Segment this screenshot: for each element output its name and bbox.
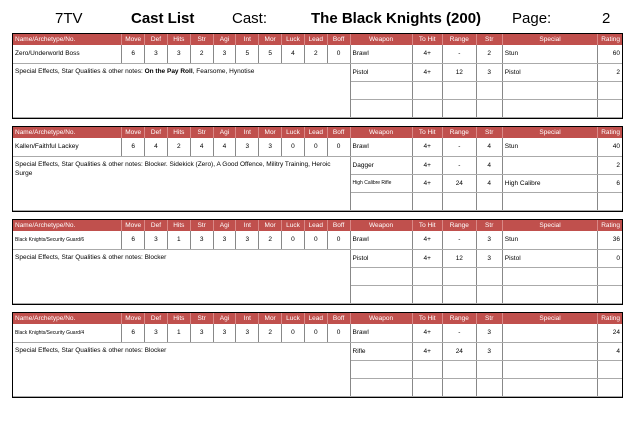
column-header-luck: Luck [282,220,305,231]
column-header-weapon-str: Str [476,220,502,231]
column-header-to-hit: To Hit [412,220,442,231]
stat-str: 3 [190,231,213,249]
column-header-def: Def [145,220,168,231]
weapon-str [476,285,502,303]
weapon-name [350,378,412,396]
column-header-name: Name/Archetype/No. [13,220,122,231]
weapon-str: 3 [476,249,502,267]
weapon-row [13,156,622,174]
column-header-def: Def [145,313,168,324]
column-header-mor: Mor [259,220,282,231]
page-number: 2 [602,10,611,27]
character-card [12,312,623,398]
weapon-to-hit: 4+ [412,138,442,156]
weapon-range [442,81,476,99]
stat-hits: 2 [167,138,190,156]
weapon-name [350,285,412,303]
weapon-rating: 36 [598,231,622,249]
weapon-str [476,81,502,99]
stat-def: 3 [145,231,168,249]
cast-name: The Black Knights (200) [311,10,482,27]
column-header-agi: Agi [213,220,236,231]
stat-move: 6 [122,45,145,63]
weapon-range: 12 [442,63,476,81]
weapon-special [502,99,598,117]
column-header-rating: Rating [598,220,622,231]
stat-move: 6 [122,231,145,249]
column-header-int: Int [236,220,259,231]
column-header-name: Name/Archetype/No. [13,313,122,324]
weapon-rating [598,81,622,99]
weapon-str: 4 [476,156,502,174]
column-header-lead: Lead [304,220,327,231]
notes-text: Blocker [144,253,167,261]
stat-hits: 1 [167,324,190,342]
stat-lead: 0 [304,231,327,249]
column-header-luck: Luck [282,313,305,324]
app-title: 7TV [55,10,83,27]
weapon-name: Brawl [350,324,412,342]
page-label: Page: [512,10,552,27]
weapon-str: 2 [476,45,502,63]
weapon-range [442,267,476,285]
weapon-row [13,249,622,267]
column-header-special: Special [502,127,598,138]
weapon-to-hit [412,81,442,99]
column-header-lead: Lead [304,313,327,324]
column-header-row [13,313,622,324]
weapon-name [350,360,412,378]
weapon-special [502,285,598,303]
stat-mor: 5 [259,45,282,63]
weapon-str [476,378,502,396]
weapon-range [442,192,476,210]
stat-agi: 3 [213,45,236,63]
stat-luck: 0 [282,231,305,249]
stat-boff: 0 [327,45,350,63]
weapon-name: Brawl [350,138,412,156]
stat-boff: 0 [327,231,350,249]
weapon-to-hit [412,378,442,396]
column-header-range: Range [442,34,476,45]
weapon-special: Stun [502,231,598,249]
weapon-name: Pistol [350,249,412,267]
weapon-special [502,324,598,342]
column-header-str: Str [190,313,213,324]
weapon-str: 3 [476,63,502,81]
stat-def: 4 [145,138,168,156]
weapon-range: - [442,45,476,63]
character-table [13,34,622,118]
weapon-rating: 2 [598,63,622,81]
character-table [13,313,622,397]
notes-prefix: Special Effects, Star Qualities & other notes: [15,67,143,75]
weapon-name [350,99,412,117]
weapon-rating: 4 [598,342,622,360]
weapon-range [442,360,476,378]
weapon-name: Pistol [350,63,412,81]
character-name: Kallen/Faithful Lackey [13,138,122,156]
weapon-range: 24 [442,174,476,192]
weapon-rating: 24 [598,324,622,342]
stat-def: 3 [145,45,168,63]
column-header-luck: Luck [282,127,305,138]
weapon-range: - [442,324,476,342]
weapon-str: 3 [476,231,502,249]
column-header-boff: Boff [327,127,350,138]
stat-move: 6 [122,324,145,342]
stat-int: 3 [236,324,259,342]
character-table [13,127,622,211]
column-header-weapon: Weapon [350,313,412,324]
weapon-to-hit [412,285,442,303]
column-header-rating: Rating [598,127,622,138]
column-header-agi: Agi [213,34,236,45]
weapon-name: Brawl [350,45,412,63]
weapon-rating [598,360,622,378]
weapon-str [476,99,502,117]
character-card [12,33,623,119]
stat-str: 3 [190,324,213,342]
weapon-to-hit [412,360,442,378]
stats-row [13,138,622,156]
column-header-str: Str [190,34,213,45]
weapon-rating [598,285,622,303]
weapon-name: Dagger [350,156,412,174]
column-header-int: Int [236,313,259,324]
weapon-str [476,267,502,285]
column-header-to-hit: To Hit [412,127,442,138]
weapon-rating [598,99,622,117]
notes-cell [13,342,350,396]
weapon-special: High Calibre [502,174,598,192]
stat-int: 5 [236,45,259,63]
column-header-move: Move [122,34,145,45]
stats-row [13,45,622,63]
column-header-range: Range [442,220,476,231]
stat-str: 4 [190,138,213,156]
weapon-special [502,192,598,210]
stat-mor: 2 [259,324,282,342]
column-header-range: Range [442,127,476,138]
stat-luck: 4 [282,45,305,63]
weapon-str: 4 [476,174,502,192]
column-header-str: Str [190,220,213,231]
character-table [13,220,622,304]
character-name: Black Knights/Security Guard/4 [13,324,122,342]
weapon-range: 24 [442,342,476,360]
column-header-weapon-str: Str [476,313,502,324]
notes-bold: On the Pay Roll [144,67,193,75]
column-header-name: Name/Archetype/No. [13,34,122,45]
weapon-to-hit: 4+ [412,174,442,192]
character-card [12,219,623,305]
weapon-str: 3 [476,342,502,360]
weapon-to-hit: 4+ [412,45,442,63]
weapon-to-hit [412,99,442,117]
weapon-name [350,81,412,99]
stat-lead: 0 [304,138,327,156]
column-header-boff: Boff [327,34,350,45]
notes-cell [13,249,350,303]
weapon-range: - [442,138,476,156]
stat-boff: 0 [327,324,350,342]
column-header-name: Name/Archetype/No. [13,127,122,138]
weapon-to-hit: 4+ [412,156,442,174]
column-header-mor: Mor [259,313,282,324]
column-header-row [13,220,622,231]
notes-text: Blocker [144,346,167,354]
column-header-rating: Rating [598,313,622,324]
stat-luck: 0 [282,324,305,342]
notes-prefix: Special Effects, Star Qualities & other notes: [15,253,143,261]
column-header-def: Def [145,127,168,138]
column-header-agi: Agi [213,313,236,324]
weapon-to-hit: 4+ [412,342,442,360]
column-header-boff: Boff [327,220,350,231]
column-header-to-hit: To Hit [412,34,442,45]
weapon-special [502,360,598,378]
weapon-to-hit: 4+ [412,63,442,81]
column-header-str: Str [190,127,213,138]
weapon-range [442,285,476,303]
character-name: Zero/Underworld Boss [13,45,122,63]
weapon-name: High Calibre Rifle [350,174,412,192]
weapon-to-hit: 4+ [412,324,442,342]
stat-agi: 3 [213,324,236,342]
column-header-special: Special [502,220,598,231]
weapon-rating: 6 [598,174,622,192]
weapon-range: - [442,156,476,174]
stat-mor: 3 [259,138,282,156]
weapon-to-hit [412,267,442,285]
column-header-weapon: Weapon [350,220,412,231]
weapon-rating [598,378,622,396]
weapon-special [502,378,598,396]
sheet-header [0,6,640,32]
column-header-move: Move [122,220,145,231]
column-header-special: Special [502,313,598,324]
column-header-hits: Hits [167,127,190,138]
column-header-agi: Agi [213,127,236,138]
stat-lead: 2 [304,45,327,63]
column-header-lead: Lead [304,127,327,138]
weapon-rating: 60 [598,45,622,63]
weapon-special [502,156,598,174]
column-header-weapon: Weapon [350,127,412,138]
weapon-range: - [442,231,476,249]
weapon-special: Stun [502,45,598,63]
column-header-luck: Luck [282,34,305,45]
weapon-range: 12 [442,249,476,267]
weapon-row [13,342,622,360]
stats-row [13,231,622,249]
cast-label: Cast: [232,10,268,27]
notes-prefix: Special Effects, Star Qualities & other notes: [15,346,143,354]
stat-lead: 0 [304,324,327,342]
stats-row [13,324,622,342]
weapon-rating [598,192,622,210]
weapon-str [476,360,502,378]
column-header-int: Int [236,34,259,45]
column-header-weapon-str: Str [476,127,502,138]
weapon-name [350,192,412,210]
column-header-int: Int [236,127,259,138]
notes-cell [13,63,350,117]
column-header-move: Move [122,313,145,324]
weapon-rating [598,267,622,285]
weapon-to-hit: 4+ [412,249,442,267]
weapon-name: Brawl [350,231,412,249]
weapon-special: Pistol [502,63,598,81]
weapon-str: 3 [476,324,502,342]
stat-agi: 3 [213,231,236,249]
weapon-special [502,342,598,360]
column-header-range: Range [442,313,476,324]
weapon-rating: 40 [598,138,622,156]
character-name: Black Knights/Security Guard/6 [13,231,122,249]
column-header-move: Move [122,127,145,138]
column-header-lead: Lead [304,34,327,45]
column-header-weapon-str: Str [476,34,502,45]
character-card [12,126,623,212]
weapon-to-hit: 4+ [412,231,442,249]
weapon-special [502,267,598,285]
weapon-special: Pistol [502,249,598,267]
column-header-boff: Boff [327,313,350,324]
weapon-rating: 2 [598,156,622,174]
stat-int: 3 [236,231,259,249]
column-header-to-hit: To Hit [412,313,442,324]
stat-move: 6 [122,138,145,156]
weapon-special: Stun [502,138,598,156]
stat-str: 2 [190,45,213,63]
notes-text: Blocker. Sidekick (Zero), A Good Offence, Militry Training, Heroic Surge [15,160,331,177]
column-header-mor: Mor [259,34,282,45]
column-header-hits: Hits [167,313,190,324]
stat-hits: 3 [167,45,190,63]
stat-hits: 1 [167,231,190,249]
weapon-range [442,378,476,396]
column-header-row [13,127,622,138]
column-header-rating: Rating [598,34,622,45]
list-title: Cast List [131,10,195,27]
weapon-str [476,192,502,210]
column-header-weapon: Weapon [350,34,412,45]
column-header-hits: Hits [167,34,190,45]
notes-prefix: Special Effects, Star Qualities & other notes: [15,160,143,168]
column-header-hits: Hits [167,220,190,231]
column-header-mor: Mor [259,127,282,138]
weapon-name [350,267,412,285]
stat-def: 3 [145,324,168,342]
column-header-def: Def [145,34,168,45]
column-header-row [13,34,622,45]
stat-agi: 4 [213,138,236,156]
weapon-row [13,63,622,81]
stat-boff: 0 [327,138,350,156]
stat-int: 3 [236,138,259,156]
weapon-to-hit [412,192,442,210]
weapon-str: 4 [476,138,502,156]
stat-mor: 2 [259,231,282,249]
notes-cell [13,156,350,210]
notes-text: , Fearsome, Hynotise [192,67,255,75]
weapon-range [442,99,476,117]
weapon-rating: 0 [598,249,622,267]
column-header-special: Special [502,34,598,45]
weapon-special [502,81,598,99]
weapon-name: Rifle [350,342,412,360]
stat-luck: 0 [282,138,305,156]
